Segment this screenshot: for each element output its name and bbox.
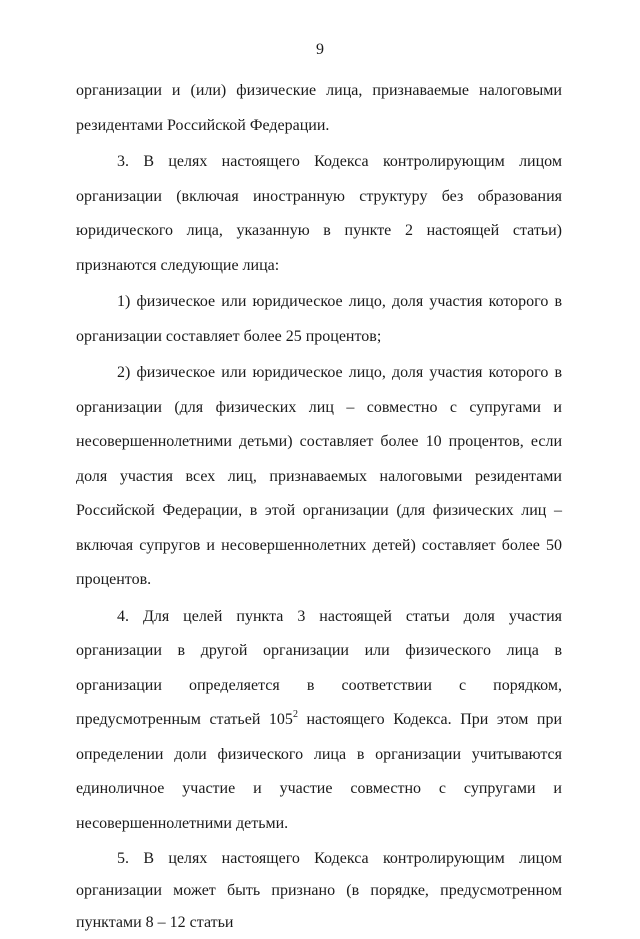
article-superscript: 2	[292, 709, 298, 720]
page-number: 9	[316, 41, 324, 58]
paragraph-item-1: 1) физическое или юридическое лицо, доля участия которого в организации составляет более 25 процентов;	[76, 293, 562, 345]
paragraph-item-2: 2) физическое или юридическое лицо, доля участия которого в организации (для физических лиц – совместно с супругами и несовершеннолетними детьми) составляет более 10 процентов, если доля участия всех лиц, признаваемых налоговыми резидентами Российской Федерации, в этой организации (для физических лиц – включая супругов и несовершеннолетних детей) составляет более 50 процентов.	[76, 364, 562, 588]
paragraph-clause-5: 5. В целях настоящего Кодекса контролирующим лицом организации может быть признано (в порядке, предусмотренном пунктами 8 – 12 статьи	[76, 850, 562, 931]
document-body	[76, 74, 562, 939]
clause-4-text-after: настоящего Кодекса. При этом при определении доли физического лица в организации учитываются единоличное участие и участие совместно с супругами и несовершеннолетними детьми.	[76, 711, 563, 832]
paragraph-clause-4	[76, 600, 562, 842]
clause-4-text-before: 4. Для целей пункта 3 настоящей статьи доля участия организации в другой организации или физического лица в организации определяется в соответствии с порядком, предусмотренным статьей 105	[76, 607, 562, 728]
paragraph-continuation: организации и (или) физические лица, признаваемые налоговыми резидентами Российской Федерации.	[76, 82, 562, 134]
paragraph-clause-3: 3. В целях настоящего Кодекса контролирующим лицом организации (включая иностранную структуру без образования юридического лица, указанную в пункте 2 настоящей статьи) признаются следующие лица:	[76, 153, 562, 274]
